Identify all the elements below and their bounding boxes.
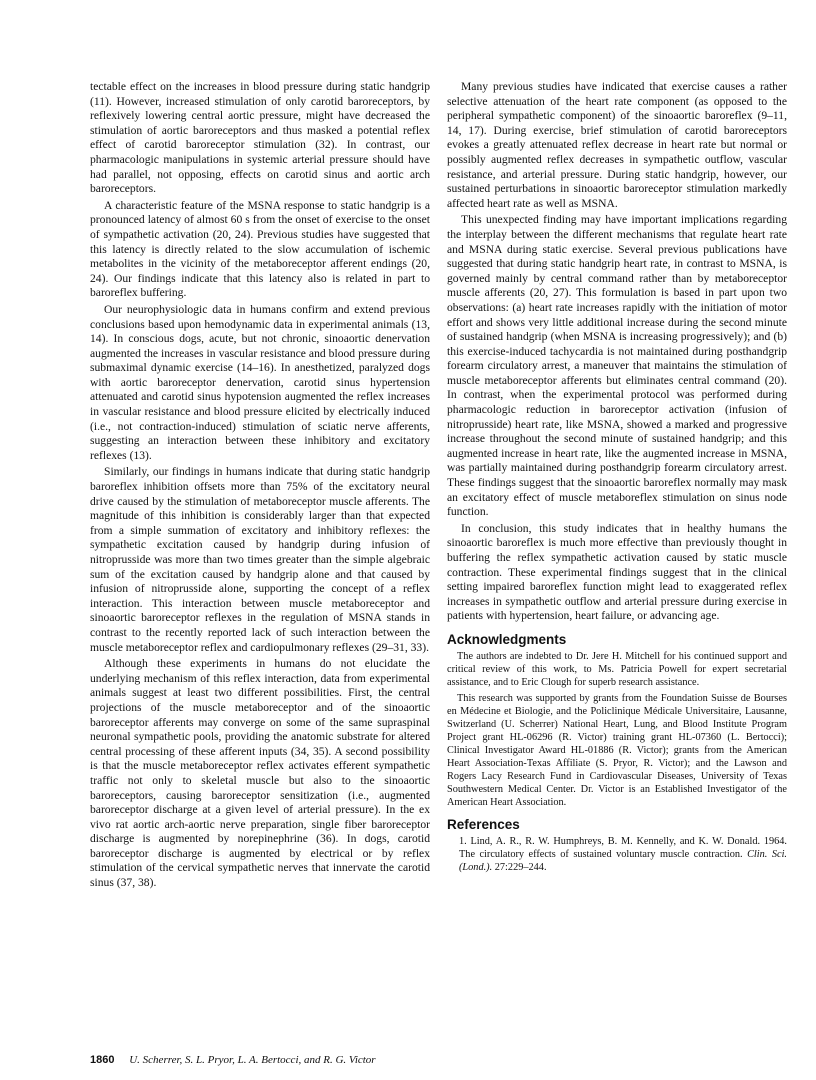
footer-authors: U. Scherrer, S. L. Pryor, L. A. Bertocci, and R. G. Victor xyxy=(129,1054,376,1066)
left-column xyxy=(90,80,430,893)
right-paragraph-1: Many previous studies have indicated that exercise causes a rather selective attenuation of the heart rate component (as opposed to the peripheral sympathetic component) of the sinoaortic baroreflex (9–11, 14, 17). During exercise, brief stimulation of carotid baroreceptors evokes a greatly attenuated reflex decrease in heart rate but normal or possibly augmented reflex decreases in sympathetic outflow, vascular resistance, and arterial pressure. During static handgrip, however, our sustained perturbations in sinoaortic baroreceptor stimulation markedly affected heart rate as well as MSNA. xyxy=(447,80,787,210)
acknowledgments-paragraph-2: This research was supported by grants from the Foundation Suisse de Bourses en Médecine et Biologie, and the Policlinique Médicale Universitaire, Lausanne, Switzerland (U. Scherrer) National Heart, Lung, and Blood Institute Program Project grant HL-06296 (R. Victor) training grant HL-07360 (L. Bertocci); Clinical Investigator Award HL-01886 (R. Victor); grants from the American Heart Association-Texas Affiliate (S. Pryor, R. Victor); and the Lawson and Rogers Lacy Research Fund in Cardiovascular Diseases, University of Texas Southwestern Medical Center. Dr. Victor is an Established Investigator of the American Heart Association. xyxy=(447,692,787,808)
left-paragraph-1: tectable effect on the increases in blood pressure during static handgrip (11). However, increased stimulation of only carotid baroreceptors, by reflexively lowering central aortic pressure, might have decreased the stimulation of aortic baroreceptors and thus masked a potential reflex effect of carotid baroreceptor stimulation (32). In contrast, our pharmacologic manipulations in systemic arterial pressure should have had parallel, not opposing, effects on carotid sinus and aortic arch baroreceptors. xyxy=(90,80,430,196)
acknowledgments-paragraph-1: The authors are indebted to Dr. Jere H. Mitchell for his continued support and critical review of this work, to Ms. Patricia Powell for expert secretarial assistance, and to Eric Clough for superb research assistance. xyxy=(447,650,787,688)
reference-journal: Clin. Sci. (Lond.). xyxy=(459,848,788,873)
reference-item xyxy=(447,835,787,874)
reference-pages: 27:229–244. xyxy=(492,861,547,873)
right-paragraph-3: In conclusion, this study indicates that in healthy humans the sinoaortic baroreflex is much more effective than previously thought in buffering the reflex sympathetic activation caused by static muscle contraction. These experimental findings suggest that in the clinical setting impaired baroreflex function might lead to exaggerated reflex increases in sympathetic outflow and arterial pressure during exercise in patients with hypertension, heart failure, or advancing age. xyxy=(447,521,787,623)
references-heading: References xyxy=(447,816,520,832)
left-paragraph-4: Similarly, our findings in humans indicate that during static handgrip baroreflex inhibition offsets more than 75% of the excitatory neural drive caused by the stimulation of metaboreceptor muscle afferents. The magnitude of this inhibition is considerably larger than that expected from a simple summation of excitatory and inhibitory reflexes: the sympathetic excitation caused by handgrip during infusion of nitroprusside was more than two times greater than the simple algebraic sum of the excitation caused by handgrip alone and that caused by infusion of nitroprusside alone, supporting the concept of a reflex interaction. This interaction between muscle metaboreceptor and sinoaortic baroreceptor reflexes in the regulation of MSNA stands in contrast to the recently reported lack of such interaction between the muscle metaboreceptor reflex and cardiopulmonary reflexes (29–31, 33). xyxy=(90,465,430,654)
left-paragraph-5: Although these experiments in humans do not elucidate the underlying mechanism of this reflex interaction, data from experimental animals suggest at least two different possibilities. First, the central projections of the muscle metaboreceptor and of the sinoaortic baroreceptor afferents may converge on some of the same supraspinal neuronal sympathetic pools, providing the anatomic substrate for altered central processing of these afferent inputs (34, 35). A second possibility is that the muscle metaboreceptor reflex activates efferent sympathetic traffic not only to skeletal muscle but also to the sinoaortic baroreceptors, causing baroreceptor sensitization (i.e., augmented baroreceptor discharge at a given level of arterial pressure). In the ex vivo rat aortic arch-aortic nerve preparation, single fiber baroreceptor discharge is augmented by norepinephrine (36). In dogs, carotid baroreceptor discharge is augmented by electrical or by reflex stimulation of the cervical sympathetic nerves that innervate the carotid sinus (37, 38). xyxy=(90,657,430,890)
reference-text: 1. Lind, A. R., R. W. Humphreys, B. M. Kennelly, and K. W. Donald. 1964. The circulatory effects of sustained voluntary muscle contraction. xyxy=(459,835,787,860)
left-paragraph-2: A characteristic feature of the MSNA response to static handgrip is a pronounced latency of almost 60 s from the onset of exercise to the onset of sympathetic activation (20, 24). Previous studies have suggested that this latency is directly related to the slow accumulation of ischemic metabolites in the vicinity of the metaboreceptor afferent endings (20, 24). Our findings indicate that this latency also is related in part to baroreflex buffering. xyxy=(90,198,430,300)
right-column xyxy=(447,80,787,874)
acknowledgments-heading: Acknowledgments xyxy=(447,631,567,647)
left-paragraph-3: Our neurophysiologic data in humans confirm and extend previous conclusions based upon hemodynamic data in experimental animals (13, 14). In conscious dogs, acute, but not chronic, sinoaortic denervation augmented the increases in vascular resistance and blood pressure during submaximal dynamic exercise (14–16). In anesthetized, paralyzed dogs with aortic baroreceptor denervation, carotid sinus hypertension attenuated and carotid sinus hypotension augmented the reflex increases in vascular resistance and blood pressure elicited by electrically induced (i.e., not contraction-induced) stimulation of sciatic nerve afferents, suggesting an interaction between these inhibitory and excitatory reflexes (13). xyxy=(90,302,430,462)
page-footer xyxy=(90,1054,376,1066)
page-number: 1860 xyxy=(90,1054,115,1066)
right-paragraph-2: This unexpected finding may have important implications regarding the interplay between the different mechanisms that regulate heart rate and MSNA during static exercise. Several previous publications have suggested that during static handgrip heart rate, in contrast to MSNA, is governed mainly by central command rather than by metaboreceptor muscle afferents (20, 27). This formulation is based in part upon two observations: (a) heart rate increases rapidly with the initiation of motor effort and shows very little additional increase during the second minute of sustained handgrip (when MSNA is increasing progressively); and (b) this exercise-induced tachycardia is not maintained during posthandgrip forearm circulatory arrest, a maneuver that maintains the stimulation of muscle metaboreceptor afferents but eliminates central command (20). In contrast, when the experimental protocol was performed during pharmacologic reduction in baroreceptor activation (infusion of nitroprusside) heart rate, like MSNA, showed a marked and progressive increase throughout the second minute of sustained handgrip; and this augmented increase in heart rate, like the augmented increase in MSNA, was partially maintained during posthandgrip forearm circulatory arrest. These findings suggest that the sinoaortic baroreflex normally may mask an excitatory effect of muscle metaboreflex stimulation on sinus node function. xyxy=(447,213,787,519)
